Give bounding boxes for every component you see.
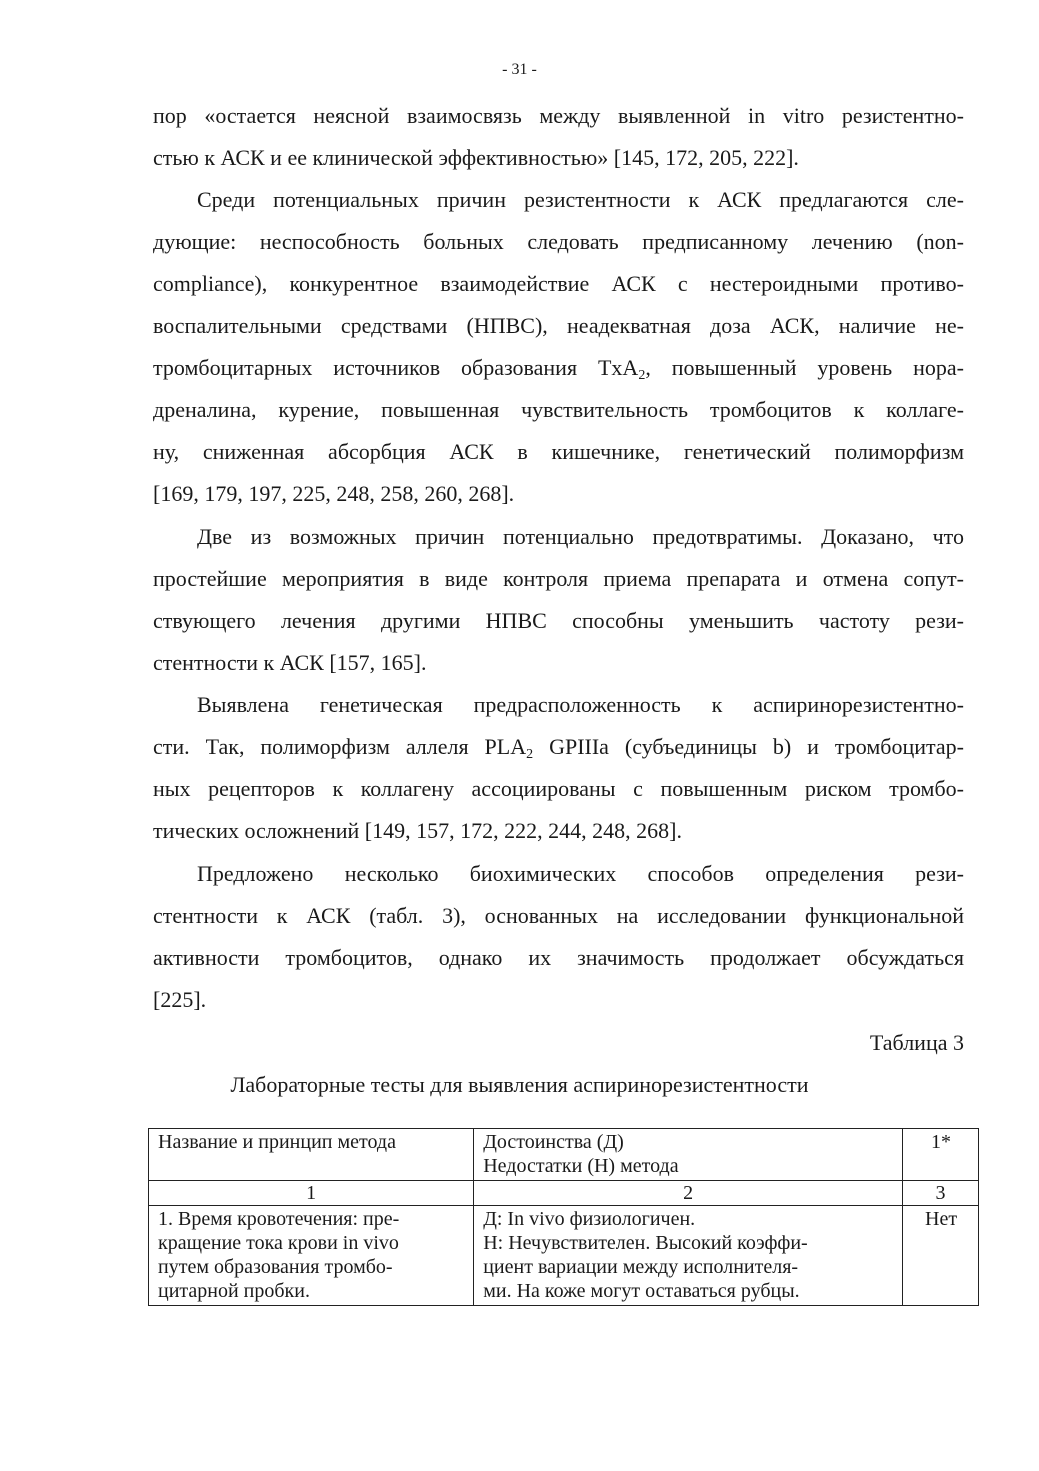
table-label: Таблица 3 (869, 1030, 964, 1055)
cell-line: кращение тока крови in vivo (158, 1232, 399, 1254)
text-line: [225]. (153, 987, 207, 1012)
header-cell-note: 1* (903, 1129, 979, 1181)
text-line: Две из возможных причин потенциально предотвратимы. Доказано, что (197, 524, 964, 549)
text-line: дующие: неспособность больных следовать предписанному лечению (non- (153, 229, 964, 254)
text-line: Среди потенциальных причин резистентности к АСК предлагаются сле- (197, 187, 964, 212)
text-line: ну, сниженная абсорбция АСК в кишечнике, генетический полиморфизм (153, 439, 964, 464)
pros-cons-cell (474, 1206, 903, 1306)
text-line (153, 726, 964, 768)
subscript: 2 (526, 747, 534, 762)
column-number-row (149, 1181, 979, 1206)
text-segment: GPIIIa (субъединицы b) и тромбоцитар- (533, 734, 965, 759)
text-line: тических осложнений [149, 157, 172, 222, 244, 248, 268]. (153, 818, 682, 843)
cell-line: ми. На коже могут оставаться рубцы. (483, 1280, 800, 1302)
cell-line: Н: Нечувствителен. Высокий коэффи- (483, 1232, 808, 1254)
cell-line: путем образования тромбо- (158, 1256, 393, 1278)
table-title: Лабораторные тесты для выявления аспиринорезистентности (230, 1072, 809, 1097)
text-segment: сти. Так, полиморфизм аллеля PLA (153, 734, 527, 759)
text-line: [169, 179, 197, 225, 248, 258, 260, 268]. (153, 481, 515, 506)
cell-line: Д: In vivo физиологичен. (483, 1208, 696, 1230)
header-line: Недостатки (Н) метода (483, 1155, 679, 1177)
table-row (149, 1206, 979, 1306)
text-line: активности тромбоцитов, однако их значимость продолжает обсуждаться (153, 945, 964, 970)
text-line: Выявлена генетическая предрасположенность к аспиринорезистентно- (197, 692, 964, 717)
column-number: 2 (474, 1181, 903, 1206)
page-number: - 31 - (502, 61, 537, 78)
text-line: compliance), конкурентное взаимодействие АСК с нестероидными противо- (153, 271, 964, 296)
text-line: стью к АСК и ее клинической эффективностью» [145, 172, 205, 222]. (153, 145, 799, 170)
text-segment: , повышенный уровень нора- (645, 355, 964, 380)
text-line: простейшие мероприятия в виде контроля приема препарата и отмена сопут- (153, 566, 964, 591)
text-line: ных рецепторов к коллагену ассоциированы с повышенным риском тромбо- (153, 776, 964, 801)
header-cell-pros-cons (474, 1129, 903, 1181)
text-line: ствующего лечения другими НПВС способны уменьшить частоту рези- (153, 608, 964, 633)
text-line (153, 347, 964, 389)
column-number: 3 (903, 1181, 979, 1206)
subscript: 2 (638, 368, 646, 383)
cell-line: циент вариации между исполнителя- (483, 1256, 799, 1278)
column-number: 1 (149, 1181, 474, 1206)
text-line: стентности к АСК [157, 165]. (153, 650, 427, 675)
text-line: воспалительными средствами (НПВС), неадекватная доза АСК, наличие не- (153, 313, 964, 338)
text-line: стентности к АСК (табл. 3), основанных на исследовании функциональной (153, 903, 964, 928)
header-cell-method: Название и принцип метода (149, 1129, 474, 1181)
text-line: дреналина, курение, повышенная чувствительность тромбоцитов к коллаге- (153, 397, 964, 422)
header-line: Достоинства (Д) (483, 1131, 624, 1153)
cell-line: 1. Время кровотечения: пре- (158, 1208, 400, 1230)
lab-tests-table (148, 1128, 979, 1306)
table-header-row (149, 1129, 979, 1181)
method-cell (149, 1206, 474, 1306)
text-segment: тромбоцитарных источников образования TxA (153, 355, 639, 380)
cell-line: цитарной пробки. (158, 1280, 310, 1302)
note-cell: Нет (903, 1206, 979, 1306)
text-line: Предложено несколько биохимических способов определения рези- (197, 861, 964, 886)
text-line: пор «остается неясной взаимосвязь между выявленной in vitro резистентно- (153, 103, 964, 128)
